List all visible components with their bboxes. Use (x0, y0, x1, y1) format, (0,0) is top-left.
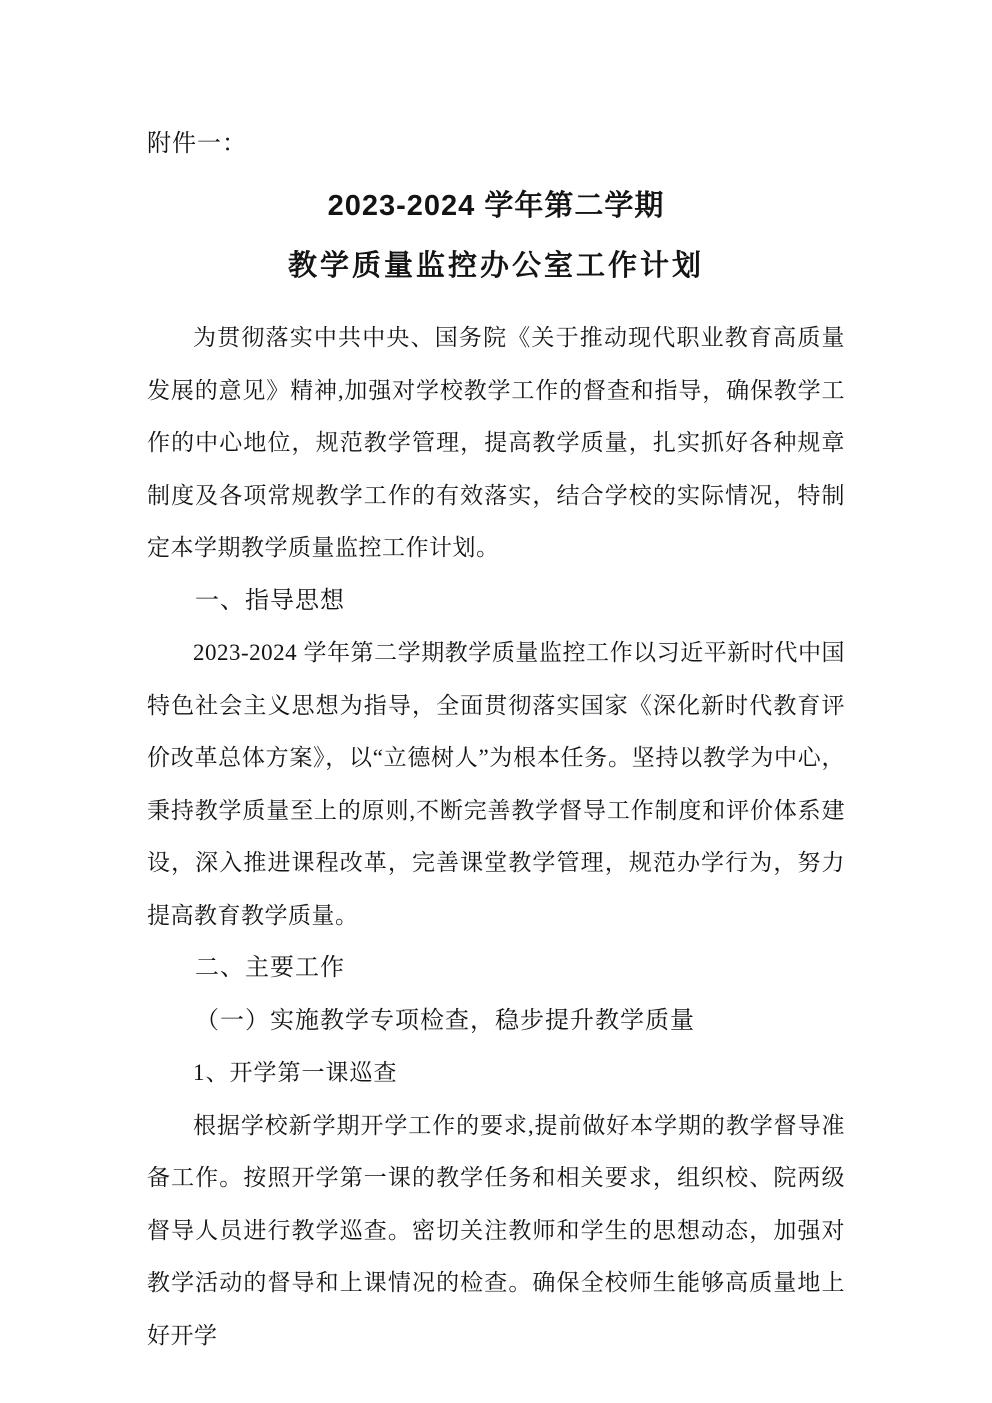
section-heading-guiding-ideology: 一、指导思想 (195, 587, 345, 614)
document-title-line-2: 教学质量监控办公室工作计划 (287, 250, 704, 282)
body-paragraph-intro: 为贯彻落实中共中央、国务院《关于推动现代职业教育高质量发展的意见》精神,加强对学校教学工作的督查和指导，确保教学工作的中心地位，规范教学管理，提高教学质量，扎实抓好各种规章制度及各项常规教学工作的有效落实，结合学校的实际情况，特制定本学期教学质量监控工作计划。 (147, 325, 845, 560)
document-body (147, 312, 845, 1362)
numbered-heading-first-class-patrol: 1、开学第一课巡查 (193, 1060, 398, 1085)
body-paragraph-first-class-patrol: 根据学校新学期开学工作的要求,提前做好本学期的教学督导准备工作。按照开学第一课的教学任务和相关要求，组织校、院两级督导人员进行教学巡查。密切关注教师和学生的思想动态，加强对教学活动的督导和上课情况的检查。确保全校师生能够高质量地上好开学 (147, 1112, 845, 1348)
attachment-label: 附件一： (147, 131, 247, 157)
document-title-line-1: 2023-2024 学年第二学期 (327, 190, 665, 222)
subsection-heading-special-inspection: （一）实施教学专项检查，稳步提升教学质量 (195, 1007, 695, 1034)
section-heading-main-work: 二、主要工作 (195, 955, 345, 981)
body-paragraph-guiding-ideology: 2023-2024 学年第二学期教学质量监控工作以习近平新时代中国特色社会主义思想为指导，全面贯彻落实国家《深化新时代教育评价改革总体方案》，以“立德树人”为根本任务。坚持以教学为中心，秉持教学质量至上的原则,不断完善教学督导工作制度和评价体系建设，深入推进课程改革，完善课堂教学管理，规范办学行为，努力提高教育教学质量。 (147, 640, 845, 928)
